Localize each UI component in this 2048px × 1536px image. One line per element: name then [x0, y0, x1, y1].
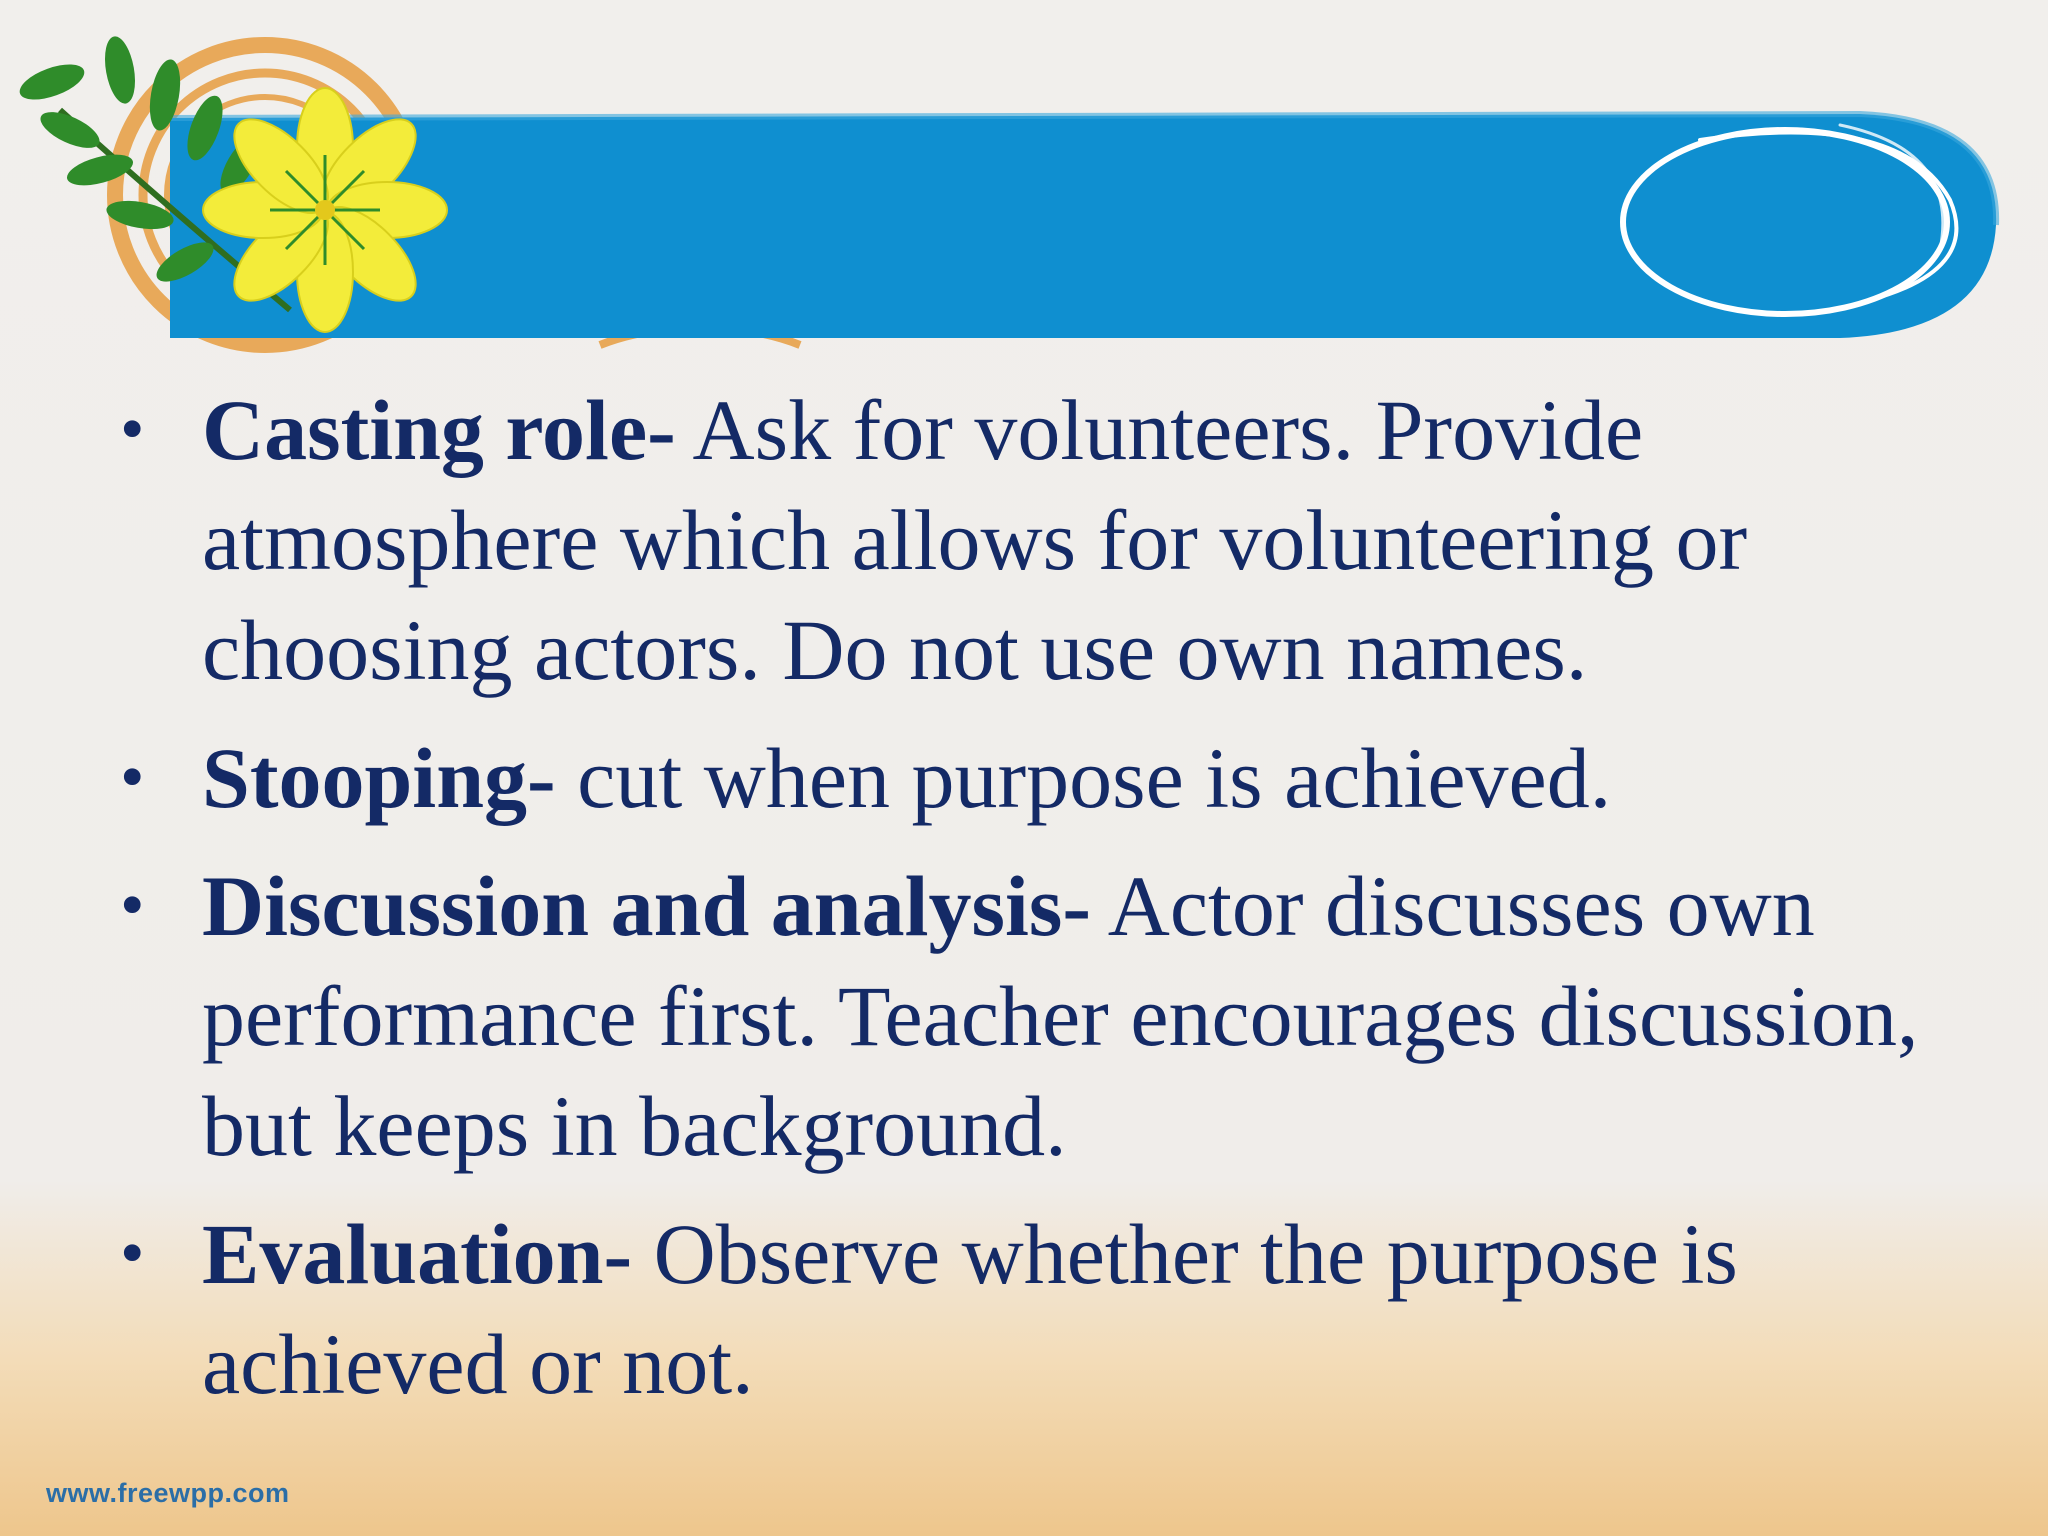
bullet-icon: •: [120, 867, 145, 944]
bullet-text: cut when purpose is achieved.: [555, 730, 1612, 826]
list-item-discussion-analysis: [120, 851, 2000, 1181]
list-item-casting-role: [120, 375, 2000, 705]
bullet-list: [120, 375, 2000, 1437]
header-decoration: [0, 0, 2048, 380]
flower-icon: [203, 88, 447, 332]
list-item-evaluation: [120, 1199, 2000, 1419]
footer-url: www.freewpp.com: [46, 1478, 290, 1508]
bullet-term: Discussion and analysis-: [202, 858, 1091, 954]
list-item-stooping: [120, 723, 2000, 833]
bullet-text: Actor discusses own performance first. Teacher encourages discussion, but keeps in background.: [202, 858, 1919, 1174]
bullet-text: Observe whether the purpose is achieved or not.: [202, 1206, 1738, 1412]
bullet-icon: •: [120, 391, 145, 468]
bullet-term: Casting role-: [202, 382, 676, 478]
bullet-text: Ask for volunteers. Provide atmosphere which allows for volunteering or choosing actors. Do not use own names.: [202, 382, 1748, 698]
bullet-term: Evaluation-: [202, 1206, 633, 1302]
bullet-icon: •: [120, 1215, 145, 1292]
bullet-term: Stooping-: [202, 730, 556, 826]
bullet-icon: •: [120, 739, 145, 816]
